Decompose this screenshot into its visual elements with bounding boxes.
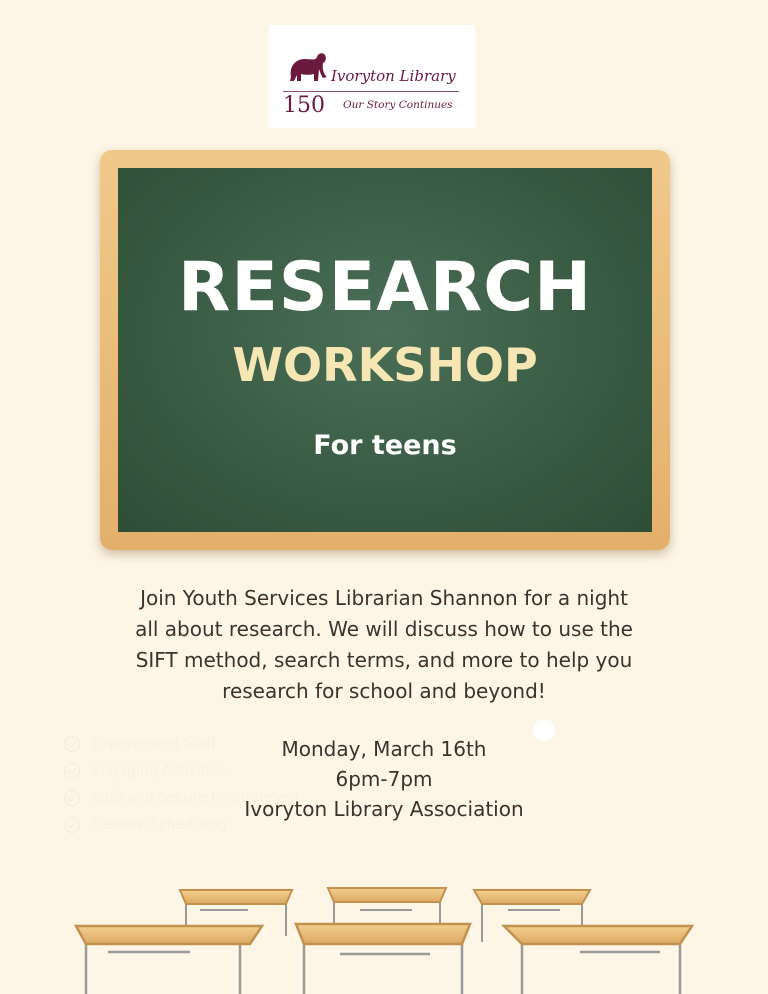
- logo-name: Ivoryton Library: [331, 67, 456, 85]
- event-details: [184, 734, 584, 824]
- checklist-item-label: Flexible Scheduling: [92, 816, 228, 833]
- check-circle-icon: [64, 736, 80, 752]
- checklist-item-label: Safe and Secure Environment: [92, 789, 301, 806]
- desk-front-left: [76, 926, 262, 994]
- chalkboard: [118, 168, 652, 532]
- elephant-icon: [285, 47, 329, 87]
- checklist-item-label: Engaging Activities: [92, 762, 227, 779]
- description-line: all about research. We will discuss how to use the: [135, 617, 633, 641]
- logo-tagline: Our Story Continues: [343, 99, 453, 111]
- library-logo: [269, 25, 475, 128]
- event-subtitle: WORKSHOP: [232, 338, 538, 392]
- check-circle-icon: [64, 763, 80, 779]
- event-date: Monday, March 16th: [281, 737, 487, 761]
- description-line: Join Youth Services Librarian Shannon for a night: [140, 586, 628, 610]
- desk-front-right: [504, 926, 692, 994]
- classroom-desks-illustration: [0, 880, 768, 994]
- desk-front-center: [296, 924, 470, 994]
- description-line: research for school and beyond!: [222, 679, 546, 703]
- event-time: 6pm-7pm: [335, 767, 433, 791]
- event-title: RESEARCH: [177, 248, 593, 327]
- event-audience: For teens: [313, 430, 457, 461]
- event-description: [100, 583, 668, 707]
- check-circle-icon: [64, 817, 80, 833]
- check-circle-icon: [64, 790, 80, 806]
- description-line: SIFT method, search terms, and more to help you: [135, 648, 633, 672]
- logo-anniversary-number: 150: [283, 93, 325, 118]
- checklist-item-label: Experienced Staff: [92, 735, 217, 752]
- event-location: Ivoryton Library Association: [244, 797, 524, 821]
- logo-divider: [283, 91, 459, 92]
